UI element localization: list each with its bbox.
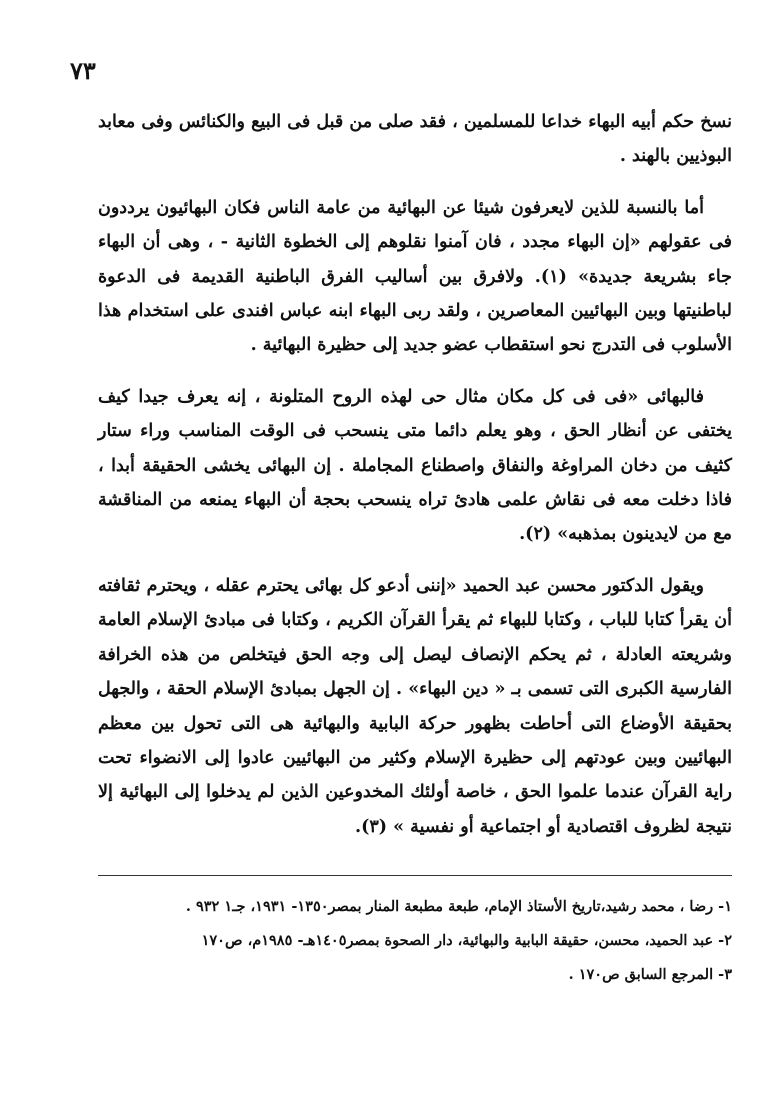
footnote-3: ٣- المرجع السابق ص١٧٠ . [568, 966, 732, 983]
body-text [98, 105, 732, 861]
footnotes-list [90, 890, 732, 992]
footnote-1: ١- رضا ، محمد رشيد،تاريخ الأستاذ الإمام، طبعة مطبعة المنار بمصر١٣٥٠- ١٩٣١، جـ١ ٩٣٢ . [185, 898, 732, 915]
footnote-divider [98, 875, 732, 876]
page-number: ٧٣ [70, 56, 96, 85]
paragraph-4: ويقول الدكتور محسن عبد الحميد «إننى أدعو كل بهائى يحترم عقله ، ويحترم ثقافته أن يقرأ كتابا للباب ، وكتابا للبهاء ثم يقرأ القرآن الكريم ، وكتابا فى مبادئ الإسلام العامة وشريعته العادلة ، ثم يحكم الإنصاف ليصل إلى وجه الحق فيتخلص من هذه الخرافة الفارسية الكبرى التى تسمى بـ « دين البهاء» . إن الجهل بمبادئ الإسلام الحقة ، والجهل بحقيقة الأوضاع التى أحاطت بظهور حركة البابية والبهائية هى التى تحول بين معظم البهائيين وبين عودتهم إلى حظيرة الإسلام وكثير من البهائيين عادوا إلى الانضواء تحت راية القرآن عندما علموا الحق ، خاصة أولئك المخدوعين الذين لم يدخلوا إلى البهائية إلا نتيجة لظروف اقتصادية أو اجتماعية أو نفسية » (٣). [98, 575, 732, 837]
paragraph-1: نسخ حكم أبيه البهاء خداعا للمسلمين ، فقد صلى من قبل فى البيع والكنائس وفى معابد البوذيين بالهند . [98, 112, 732, 167]
paragraph-2: أما بالنسبة للذين لايعرفون شيئا عن البهائية من عامة الناس فكان البهائيون يرددون فى عقولهم «إن البهاء مجدد ، فان آمنوا نقلوهم إلى الخطوة الثانية - ، وهى أن البهاء جاء بشريعة جديدة» (١). ولافرق بين أساليب الفرق الباطنية القديمة فى الدعوة لباطنيتها وبين البهائيين المعاصرين ، ولقد ربى البهاء ابنه عباس افندى على استخدام هذا الأسلوب فى التدرج نحو استقطاب عضو جديد إلى حظيرة البهائية . [98, 197, 732, 356]
paragraph-3: فالبهائى «فى فى كل مكان مثال حى لهذه الروح المتلونة ، إنه يعرف جيدا كيف يختفى عن أنظار الحق ، وهو يعلم دائما متى ينسحب فى الوقت المناسب وراء ستار كثيف من دخان المراوغة والنفاق واصطناع المجاملة . إن البهائى يخشى الحقيقة أبدا ، فاذا دخلت معه فى نقاش علمى هادئ تراه ينسحب بحجة أن البهاء يمنعه من المناقشة مع من لايدينون بمذهبه» (٢). [98, 386, 732, 545]
footnote-2: ٢- عبد الحميد، محسن، حقيقة البابية والبهائية، دار الصحوة بمصر١٤٠٥هـ- ١٩٨٥م، ص١٧٠ [201, 932, 732, 949]
